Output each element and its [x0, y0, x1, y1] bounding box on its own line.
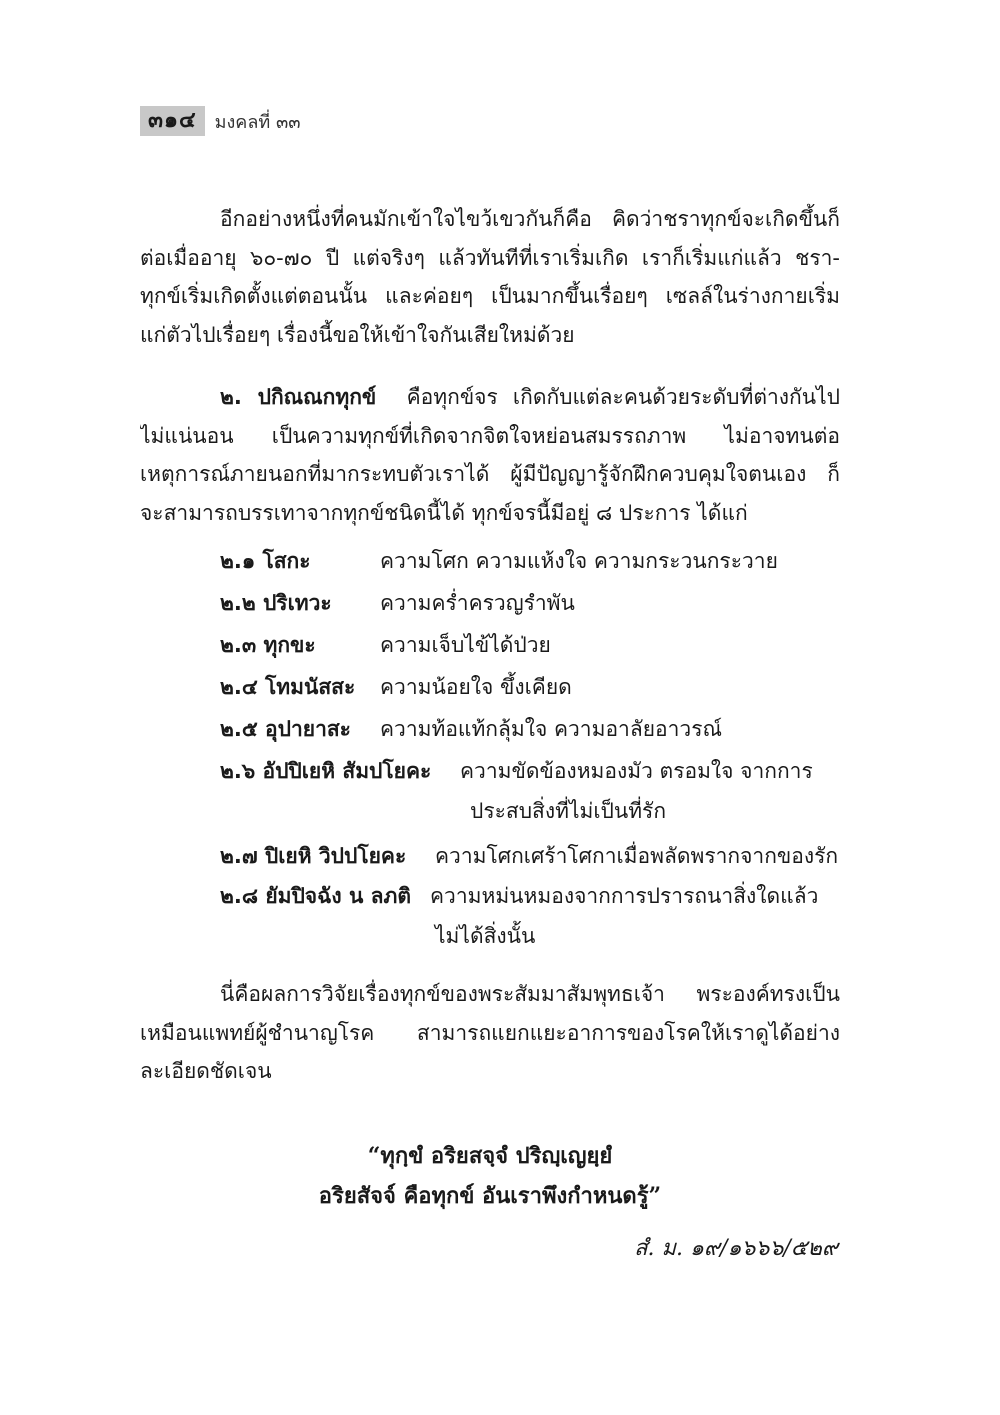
quote-line-1: “ทุกฺขํ อริยสจฺจํ ปริญฺเญยฺยํ [367, 1143, 613, 1169]
section-heading: ๒. ปกิณณกทุกข์ [220, 385, 377, 409]
chapter-title: มงคลที่ ๓๓ [214, 111, 301, 133]
text-line: ต่อเมื่ออายุ ๖๐-๗๐ ปี แต่จริงๆ แล้วทันทีที่เราเริ่มเกิด เราก็เริ่มแก่แล้ว ชรา- [140, 245, 840, 270]
item-desc: ความหม่นหมองจากการปรารถนาสิ่งใดแล้ว [430, 884, 819, 908]
text-line: อีกอย่างหนึ่งที่คนมักเข้าใจไขว้เขวกันก็คือ คิดว่าชราทุกข์จะเกิดขึ้นก็ [220, 207, 840, 231]
scripture-reference: สํ. ม. ๑๙/๑๖๖๖/๕๒๙ [634, 1236, 838, 1261]
item-term: ๒.๑ โสกะ [220, 549, 311, 573]
list-item [220, 629, 551, 662]
text-line: ละเอียดชัดเจน [140, 1059, 272, 1083]
quote-line-2: อริยสัจจ์ คือทุกข์ อันเราพึงกำหนดรู้” [318, 1183, 662, 1209]
text-line: แก่ตัวไปเรื่อยๆ เรื่องนี้ขอให้เข้าใจกันเสียใหม่ด้วย [140, 322, 575, 347]
paragraph-conclusion [140, 975, 840, 1091]
item-desc: ความโศกเศร้าโศกาเมื่อพลัดพรากจากของรัก [435, 844, 839, 868]
page-header [140, 106, 301, 136]
list-item [220, 545, 778, 578]
list-item [220, 671, 572, 704]
list-item [220, 840, 839, 873]
list-item [220, 713, 722, 746]
item-term: ๒.๗ ปิเยหิ วิปปโยคะ [220, 844, 407, 868]
item-desc-cont: ไม่ได้สิ่งนั้น [435, 924, 536, 948]
item-term: ๒.๔ โทมนัสสะ [220, 675, 356, 699]
item-term: ๒.๕ อุปายาสะ [220, 717, 351, 741]
text-line: เหมือนแพทย์ผู้ชำนาญโรค สามารถแยกแยะอาการของโรคให้เราดูได้อย่าง [140, 1020, 840, 1045]
item-desc-cont: ประสบสิ่งที่ไม่เป็นที่รัก [470, 799, 667, 823]
item-desc: ความท้อแท้กลุ้มใจ ความอาลัยอาวรณ์ [380, 717, 722, 741]
list-item [220, 880, 819, 948]
page-number: ๓๑๔ [140, 106, 205, 136]
paragraph-pakinnaka [140, 378, 840, 532]
item-term: ๒.๒ ปริเทวะ [220, 591, 332, 615]
item-term: ๒.๘ ยัมปิจฉัง น ลภติ [220, 884, 411, 908]
item-desc: ความเจ็บไข้ได้ป่วย [380, 633, 551, 657]
list-item [220, 755, 813, 823]
item-term: ๒.๓ ทุกขะ [220, 633, 316, 657]
item-desc: ความน้อยใจ ขึ้งเคียด [380, 675, 572, 699]
paragraph-aging [140, 200, 840, 354]
text-line: ไม่แน่นอน เป็นความทุกข์ที่เกิดจากจิตใจหย่อนสมรรถภาพ ไม่อาจทนต่อ [140, 423, 840, 448]
text-line: เหตุการณ์ภายนอกที่มากระทบตัวเราได้ ผู้มีปัญญารู้จักฝึกควบคุมใจตนเอง ก็ [140, 462, 840, 486]
text-line: นี่คือผลการวิจัยเรื่องทุกข์ของพระสัมมาสัมพุทธเจ้า พระองค์ทรงเป็น [220, 982, 840, 1006]
text-line: ทุกข์เริ่มเกิดตั้งแต่ตอนนั้น และค่อยๆ เป็นมากขึ้นเรื่อยๆ เซลล์ในร่างกายเริ่ม [140, 284, 840, 308]
text-line: จะสามารถบรรเทาจากทุกข์ชนิดนี้ได้ ทุกข์จรนี้มีอยู่ ๘ ประการ ได้แก่ [140, 500, 748, 525]
list-item [220, 587, 575, 620]
item-desc: ความขัดข้องหมองมัว ตรอมใจ จากการ [460, 759, 813, 783]
item-term: ๒.๖ อัปปิเยหิ สัมปโยคะ [220, 759, 432, 783]
heading-rest: คือทุกข์จร เกิดกับแต่ละคนด้วยระดับที่ต่างกันไป [406, 385, 840, 409]
item-desc: ความโศก ความแห้งใจ ความกระวนกระวาย [380, 549, 778, 573]
item-desc: ความคร่ำครวญรำพัน [380, 591, 575, 615]
text-line [140, 378, 840, 417]
